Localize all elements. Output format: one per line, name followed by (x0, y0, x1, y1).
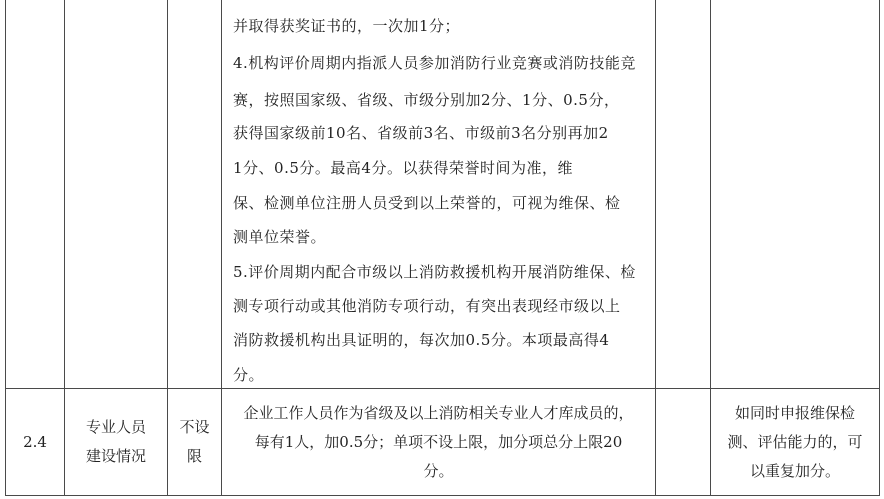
content-line: 保、检测单位注册人员受到以上荣誉的，可视为维保、检 (233, 194, 621, 212)
content-line: 4.机构评价周期内指派人员参加消防行业竞赛或消防技能竞 (233, 54, 636, 72)
limit-line: 限 (186, 447, 202, 465)
content-line: 分。 (423, 461, 454, 480)
content-line: 测单位荣誉。 (233, 228, 327, 246)
note-line: 测、评估能力的，可 (727, 432, 863, 451)
note-line: 如同时申报维保检 (734, 403, 855, 422)
row2-item-cell (65, 389, 167, 495)
table-border-right (879, 0, 880, 496)
item-name-line: 建设情况 (85, 447, 146, 465)
content-line: 企业工作人员作为省级及以上消防相关专业人才库成员的， (243, 403, 634, 422)
row2-content-cell (222, 389, 655, 495)
limit-line: 不设 (179, 418, 210, 436)
row2-number-cell (6, 389, 64, 495)
note-line: 以重复加分。 (749, 461, 840, 480)
content-line: 赛，按照国家级、省级、市级分别加2分、1分、0.5分， (233, 91, 620, 109)
content-line: 并取得获奖证书的，一次加1分； (233, 17, 461, 35)
content-line: 分。 (233, 366, 265, 384)
table-border-col4 (655, 0, 656, 496)
row2-note-cell (711, 389, 879, 495)
content-line: 1分、0.5分。最高4分。以获得荣誉时间为准，维 (233, 159, 573, 177)
content-line: 获得国家级前10名、省级前3名、市级前3名分别再加2 (233, 124, 609, 142)
content-line: 每有1人，加0.5分；单项不设上限，加分项总分上限20 (254, 432, 623, 451)
row2-limit-cell (168, 389, 221, 495)
table-border-bottom (5, 495, 880, 496)
content-line: 测专项行动或其他消防专项行动，有突出表现经市级以上 (233, 297, 621, 315)
content-line: 消防救援机构出具证明的，每次加0.5分。本项最高得4 (233, 331, 610, 349)
content-line: 5.评价周期内配合市级以上消防救援机构开展消防维保、检 (233, 263, 636, 281)
item-name-line: 专业人员 (85, 418, 146, 436)
item-number: 2.4 (23, 432, 47, 451)
